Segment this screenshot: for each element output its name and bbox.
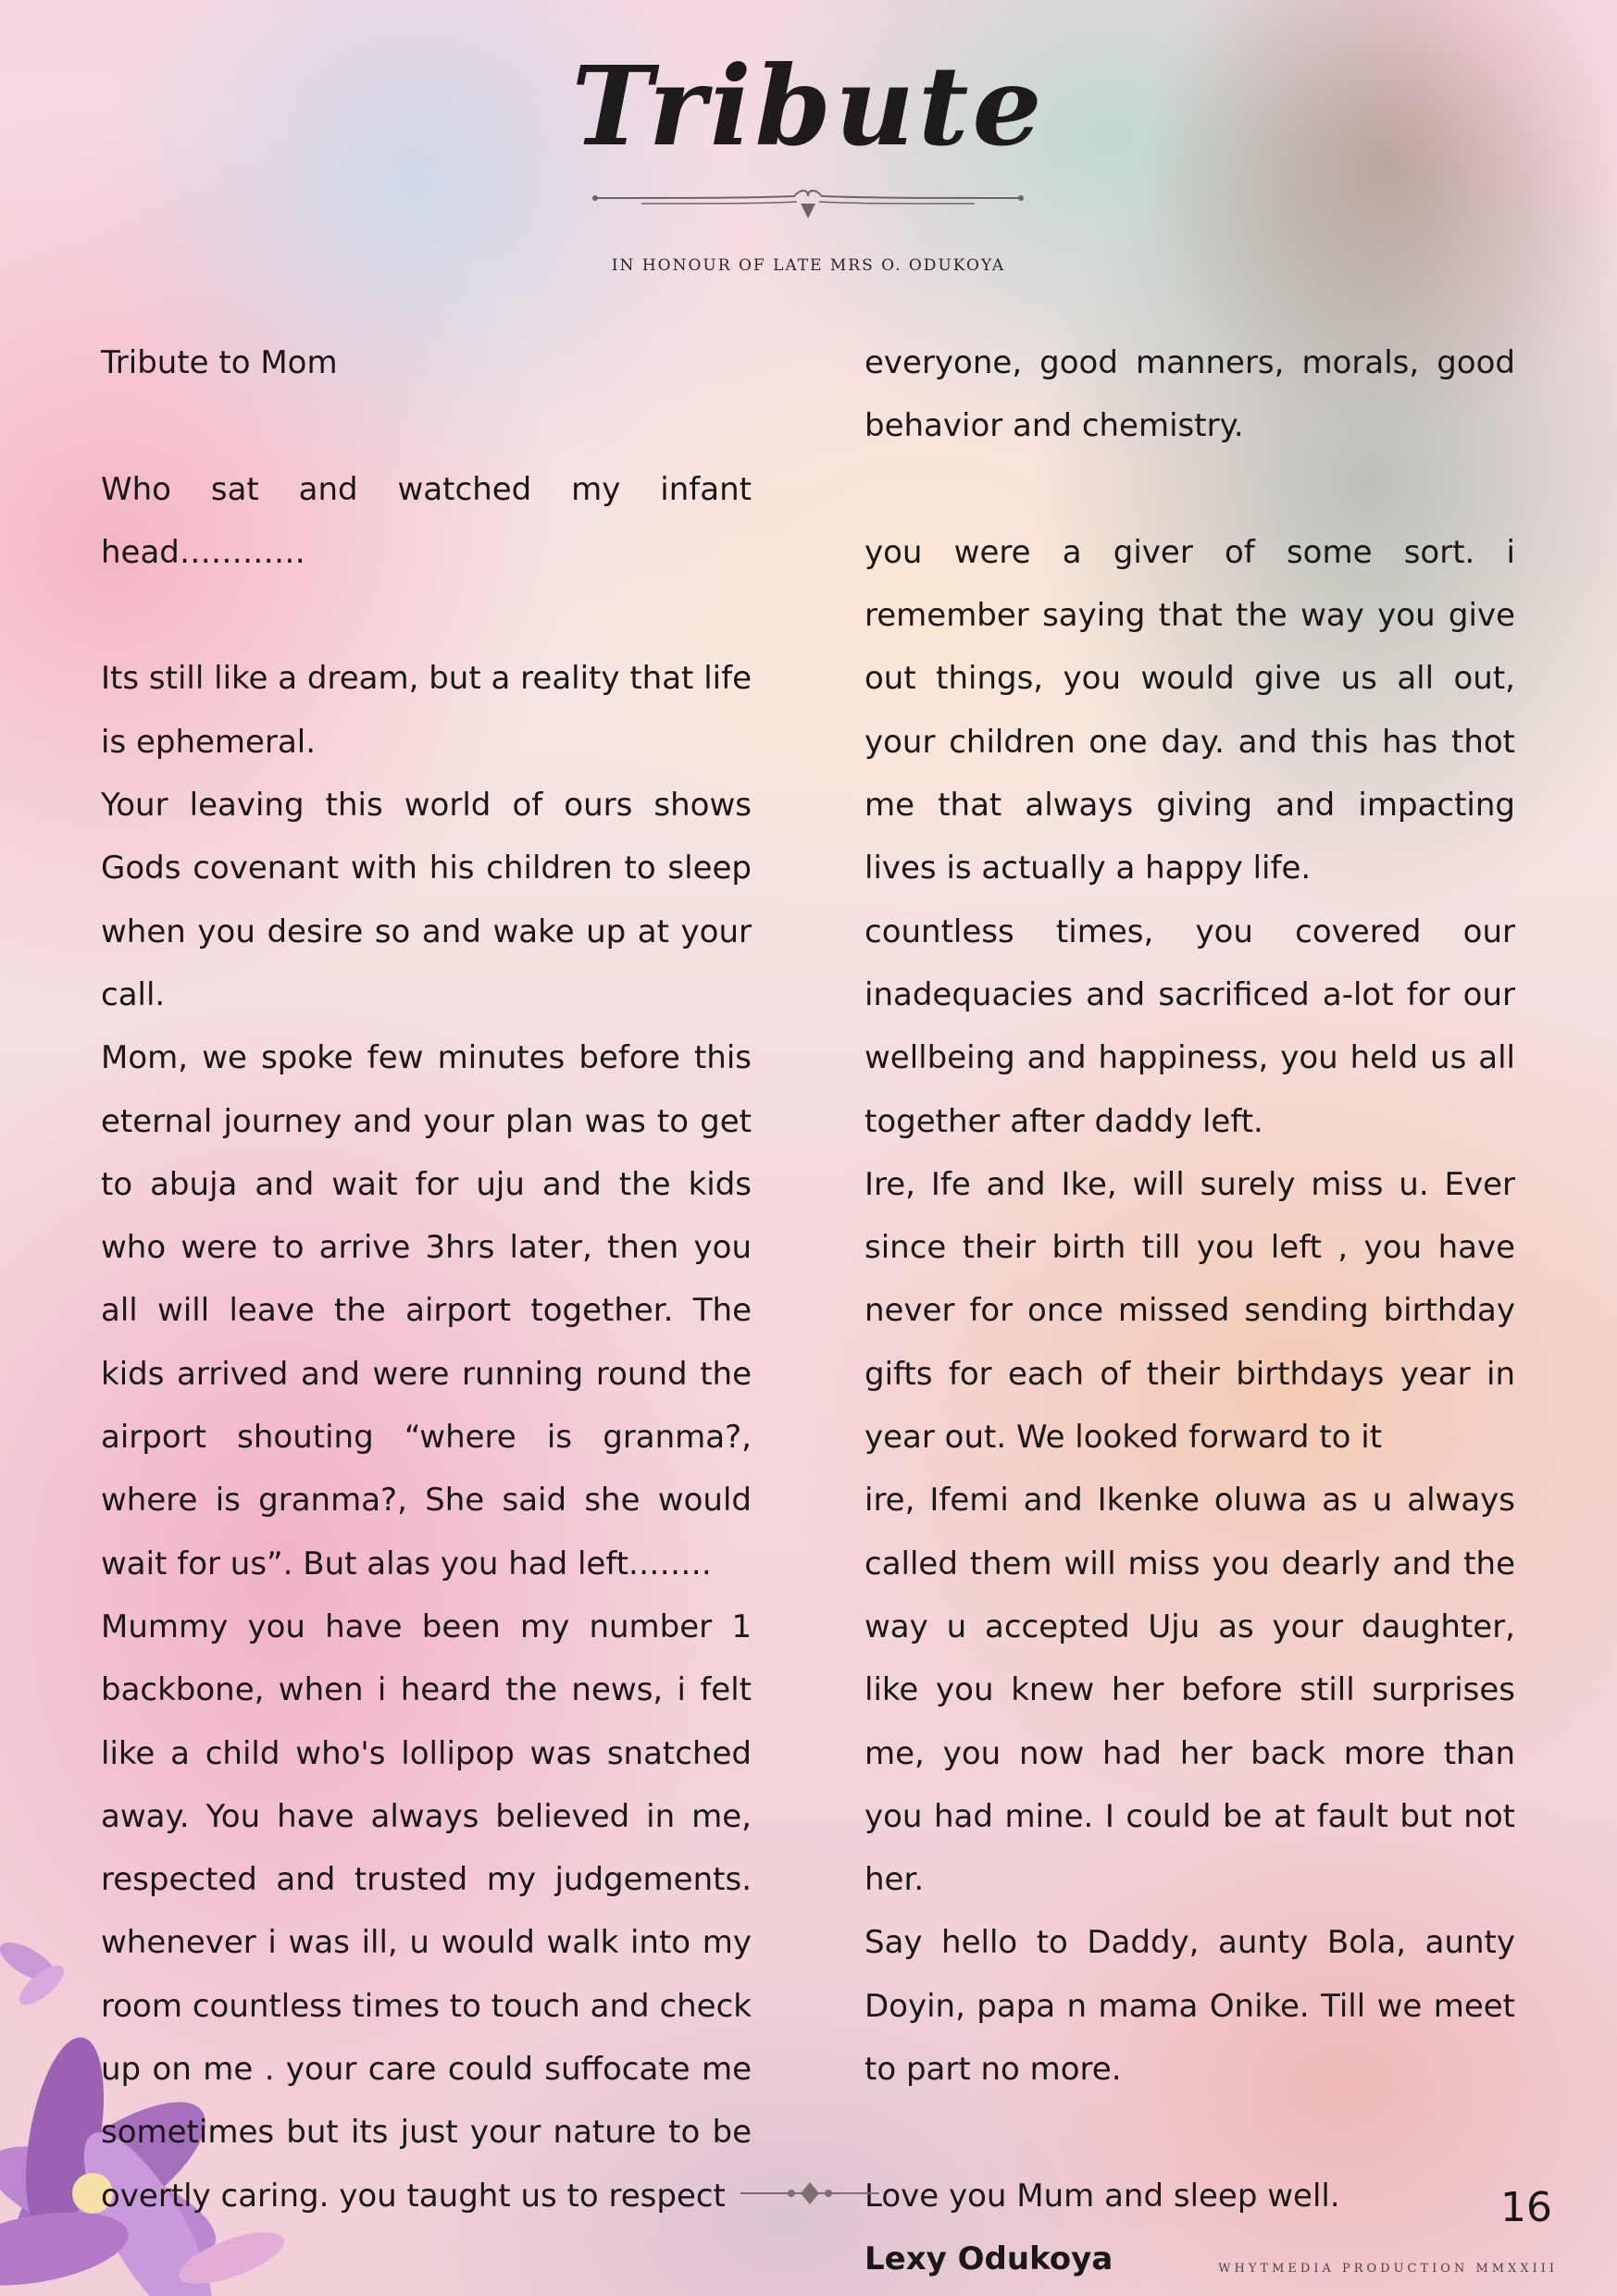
footer-credit: WHYTMEDIA PRODUCTION MMXXIII bbox=[1218, 2262, 1558, 2276]
paragraph: Who sat and watched my infant head………… bbox=[101, 470, 752, 571]
page-subtitle: IN HONOUR OF LATE MRS O. ODUKOYA bbox=[611, 256, 1006, 275]
title-divider-ornament bbox=[586, 185, 1030, 231]
paragraph: everyone, good manners, morals, good behavior and chemistry. bbox=[864, 344, 1515, 445]
paragraph: Mummy you have been my number 1 backbone, when i heard the news, i felt like a child who's lollipop was snatched away. You have always believed in me, respected and trusted my judgements. whenever i was ill, u would walk into my room countless times to touch and check up on me . your care could suffocate me sometimes but its just your nature to be overtly caring. you taught us to respect bbox=[101, 1607, 752, 2215]
paragraph: countless times, you covered our inadequacies and sacrificed a-lot for our wellbeing and happiness, you held us all together after daddy left. bbox=[864, 912, 1515, 1140]
paragraph: Ire, Ife and Ike, will surely miss u. Ever since their birth till you left , you have never for once missed sending birthday gifts for each of their birthdays year in year out. We looked forward to it bbox=[864, 1165, 1515, 1457]
right-text-column bbox=[864, 331, 1515, 2290]
paragraph: Mom, we spoke few minutes before this eternal journey and your plan was to get to abuja and wait for uju and the kids who were to arrive 3hrs later, then you all will leave the airport together. The kids arrived and were running round the airport shouting “where is granma?, where is granma?, She said she would wait for us”. But alas you had left.……. bbox=[101, 1039, 752, 1582]
bottom-ornament bbox=[736, 2175, 884, 2212]
signature: Lexy Odukoya bbox=[864, 2240, 1113, 2277]
paragraph: Tribute to Mom bbox=[101, 344, 338, 381]
left-text-column bbox=[101, 331, 752, 2228]
paragraph: Your leaving this world of ours shows Gods covenant with his children to sleep when you desire so and wake up at your call. bbox=[101, 787, 752, 1013]
page-title: Tribute bbox=[571, 42, 1046, 170]
paragraph: Love you Mum and sleep well. bbox=[864, 2177, 1340, 2215]
paragraph: Say hello to Daddy, aunty Bola, aunty Doyin, papa n mama Onike. Till we meet to part no more. bbox=[864, 1924, 1515, 2089]
paragraph: ire, Ifemi and Ikenke oluwa as u always called them will miss you dearly and the way u accepted Uju as your daughter, like you knew her before still surprises me, you now had her back more than you had mine. I could be at fault but not her. bbox=[864, 1482, 1515, 1899]
paragraph: you were a giver of some sort. i remember saying that the way you give out things, you would give us all out, your children one day. and this has thot me that always giving and impacting lives is actually a happy life. bbox=[864, 533, 1515, 887]
paragraph: Its still like a dream, but a reality that life is ephemeral. bbox=[101, 660, 752, 761]
page-number: 16 bbox=[1500, 2184, 1552, 2231]
